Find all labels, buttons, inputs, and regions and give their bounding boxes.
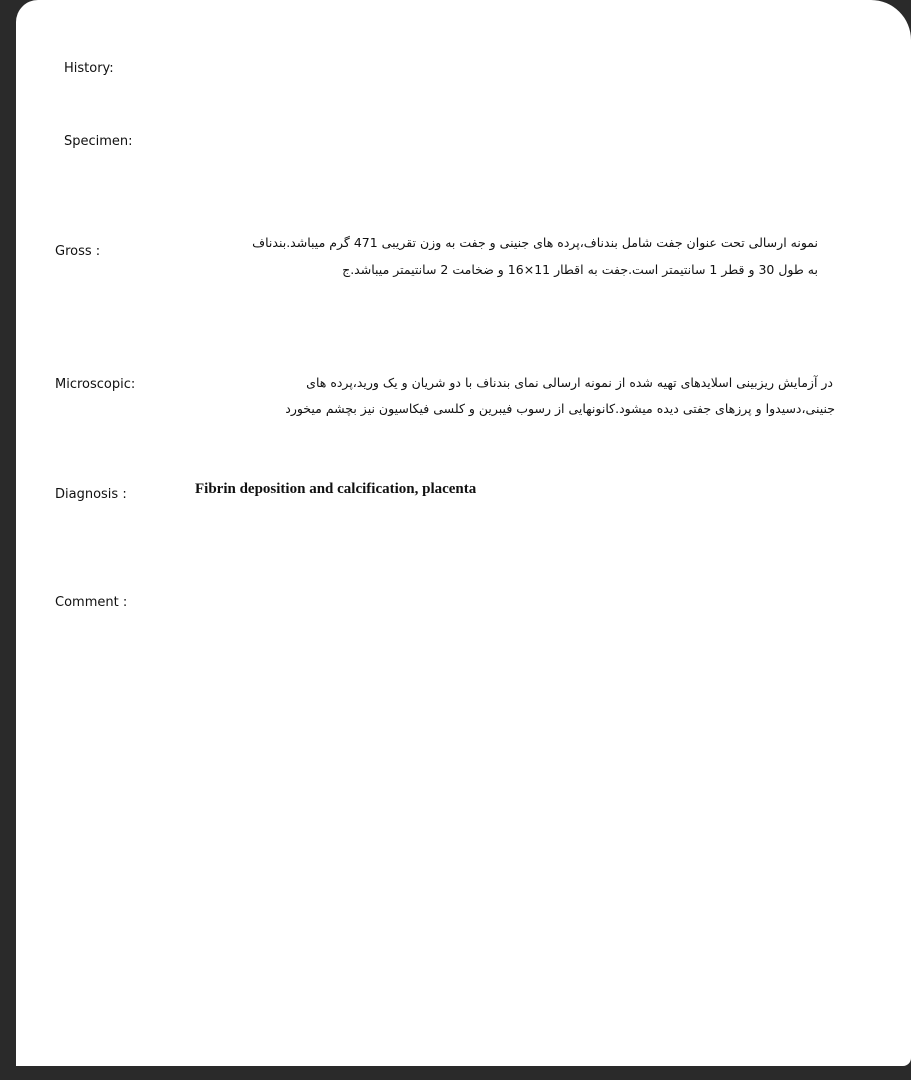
microscopic-text-line1: در آزمایش ریزبینی اسلایدهای تهیه شده از نمونه ارسالی نمای بندناف با دو شریان و یک ورید،پرده های: [306, 375, 833, 390]
diagnosis-text: Fibrin deposition and calcification, placenta: [195, 481, 477, 497]
diagnosis-label: Diagnosis :: [55, 487, 127, 502]
gross-label: Gross :: [55, 244, 101, 259]
comment-label: Comment :: [55, 595, 128, 610]
specimen-label: Specimen:: [64, 134, 133, 149]
gross-text-line2: به طول 30 و قطر 1 سانتیمتر است.جفت به اقطار 11×16 و ضخامت 2 سانتیمتر میباشد.ج: [342, 262, 818, 277]
report-page: [16, 0, 911, 1066]
microscopic-text-line2: جنینی،دسیدوا و پرزهای جفتی دیده میشود.کانونهایی از رسوب فیبرین و کلسی فیکاسیون نیز بچشم میخورد: [285, 401, 835, 416]
microscopic-label: Microscopic:: [55, 377, 136, 392]
gross-text-line1: نمونه ارسالی تحت عنوان جفت شامل بندناف،پرده های جنینی و جفت به وزن تقریبی 471 گرم میباشد.بندناف: [252, 235, 818, 250]
history-label: History:: [64, 61, 114, 76]
